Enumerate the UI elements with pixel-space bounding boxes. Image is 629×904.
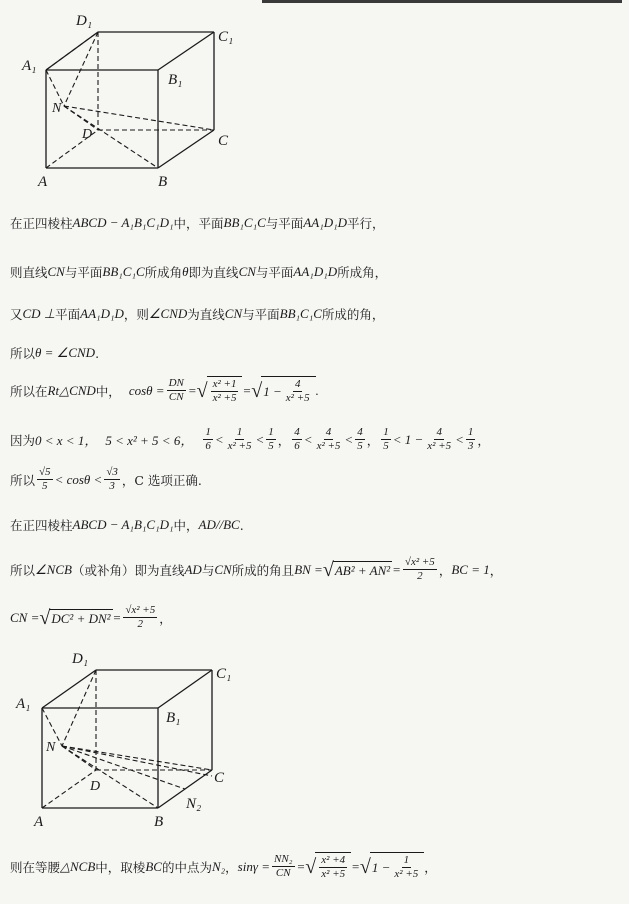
numerator: 1 <box>205 426 211 438</box>
denominator: 5 <box>357 440 363 452</box>
label-N2: N₂ <box>186 796 202 812</box>
math: < <box>303 431 313 447</box>
fraction <box>381 426 391 453</box>
label-N: N <box>52 101 62 116</box>
numerator: √3 <box>106 466 118 478</box>
text-line-7 <box>10 466 621 493</box>
math: CN <box>47 264 65 279</box>
txt: 平面 <box>55 307 81 322</box>
math: < <box>455 431 464 447</box>
label-N: N <box>46 740 56 755</box>
txt: 中，平面 <box>173 216 224 231</box>
denominator: 5 <box>383 440 389 452</box>
text-line-5 <box>10 376 621 405</box>
label-D: D <box>90 779 101 794</box>
fraction <box>392 854 420 881</box>
txt: ， <box>366 432 380 448</box>
numerator: 1 <box>467 426 474 438</box>
denominator: 6 <box>205 440 211 452</box>
txt: 中，取棱 <box>95 859 146 875</box>
txt: ， <box>424 859 437 875</box>
fraction <box>123 604 157 631</box>
txt: ， <box>277 432 291 448</box>
math: θ <box>182 264 189 279</box>
txt: 在正四棱柱 <box>10 216 73 231</box>
label-B: B <box>154 814 164 830</box>
math: CD ⊥ <box>22 306 56 321</box>
txt: 与平面 <box>64 265 103 280</box>
label-B1: B₁ <box>166 710 181 726</box>
math: ABCD − A₁B₁C₁D₁ <box>72 215 174 230</box>
txt: （或补角）即为直线 <box>71 562 185 578</box>
fraction <box>319 854 347 881</box>
text-line-10 <box>10 604 621 631</box>
txt: 所成的角， <box>321 307 385 322</box>
fraction <box>355 426 365 453</box>
label-D1: D₁ <box>72 651 89 667</box>
txt: ， <box>489 562 503 578</box>
sqrt: √ 1 − $\frac{1}{\text{x² +5}}$ <box>360 852 424 881</box>
denominator: 3 <box>467 440 474 452</box>
numerator: 4 <box>294 378 301 390</box>
txt: 所成角， <box>337 265 388 280</box>
txt: 所以 <box>10 562 36 578</box>
math: . <box>315 382 319 398</box>
math: < <box>214 431 224 447</box>
denominator: x² +5 <box>316 440 341 452</box>
fraction <box>292 426 302 453</box>
label-A: A <box>38 174 48 190</box>
label-C1: C₁ <box>216 666 232 682</box>
denominator: 5 <box>42 480 48 492</box>
txt: 所成的角且 <box>231 562 295 578</box>
math: BC = 1 <box>451 561 490 577</box>
denominator: x² +5 <box>394 868 419 880</box>
math: BB₁C₁C <box>102 264 145 279</box>
label-B1: B₁ <box>168 72 183 88</box>
math: θ = ∠CND <box>35 345 96 360</box>
numerator: 1 <box>236 426 243 438</box>
fraction <box>203 426 213 453</box>
numerator: NN₂ <box>274 853 293 865</box>
txt: 平行， <box>347 216 385 231</box>
txt: 所以 <box>10 346 36 361</box>
math: DC² + DN² <box>51 610 111 626</box>
math: < 1 − <box>392 431 424 447</box>
math: Rt△CND <box>47 382 96 398</box>
txt: 中， <box>95 383 121 399</box>
txt: 所以在 <box>10 383 48 399</box>
denominator: 6 <box>294 440 300 452</box>
fraction <box>167 377 186 404</box>
txt: ， <box>438 562 452 578</box>
top-rule <box>262 0 622 3</box>
math: CN <box>214 561 232 577</box>
prism-figure-2 <box>14 648 244 830</box>
text-line-11 <box>10 852 621 881</box>
numerator: 4 <box>357 426 363 438</box>
denominator: x² +5 <box>227 440 252 452</box>
math: ∠CND <box>148 306 188 321</box>
math: < cosθ < <box>54 471 103 487</box>
txt: 又 <box>10 307 23 322</box>
txt: 所成角 <box>144 265 183 280</box>
math: = <box>392 561 401 577</box>
math: N₂ <box>211 858 226 874</box>
fraction <box>226 426 254 453</box>
numerator: 1 <box>268 426 274 438</box>
txt: 在正四棱柱 <box>10 518 73 533</box>
txt: 因为 <box>10 432 36 448</box>
math: sinγ = <box>237 858 270 874</box>
txt: 中， <box>173 518 199 533</box>
math: AD <box>184 561 202 577</box>
denominator: x² +5 <box>212 392 237 404</box>
prism-figure-1 <box>18 8 248 190</box>
label-C: C <box>214 770 225 786</box>
txt: ， <box>159 610 172 626</box>
txt: 与平面 <box>265 216 304 231</box>
sqrt: √ $\frac{\text{x² +4}}{\text{x² +5}}$ <box>305 852 351 881</box>
text-line-8 <box>10 516 621 534</box>
numerator: √5 <box>39 466 51 478</box>
label-D1: D₁ <box>76 13 93 29</box>
math: BN = <box>294 561 323 577</box>
fraction <box>403 556 437 583</box>
numerator: 4 <box>294 426 300 438</box>
math: 0 < x < 1， <box>35 433 98 448</box>
fraction <box>37 466 53 493</box>
math: BC <box>145 858 162 874</box>
label-C: C <box>218 133 229 149</box>
denominator: x² +5 <box>285 392 310 404</box>
math: = <box>112 609 122 625</box>
txt: 为直线 <box>187 307 225 322</box>
math: < <box>344 431 354 447</box>
fraction <box>315 426 343 453</box>
label-B: B <box>158 174 168 190</box>
math: = <box>351 858 360 874</box>
numerator: 1 <box>403 854 410 866</box>
math: CN = <box>10 609 40 625</box>
txt: 则在等腰 <box>10 859 61 875</box>
fraction <box>266 426 276 453</box>
numerator: √x² +5 <box>404 556 435 568</box>
txt: ，C 选项正确. <box>121 472 202 488</box>
fraction <box>104 466 120 493</box>
text-line-6 <box>10 426 621 453</box>
math: BB₁C₁C <box>223 215 266 230</box>
txt: 所以 <box>10 472 36 488</box>
math: BB₁C₁C <box>279 306 322 321</box>
math: AB² + AN² <box>334 562 391 578</box>
numerator: 1 <box>383 426 389 438</box>
txt: 与平面 <box>255 265 294 280</box>
denominator: 3 <box>109 480 115 492</box>
txt: 与 <box>201 562 215 578</box>
denominator: 5 <box>268 440 274 452</box>
label-A1: A₁ <box>22 58 37 74</box>
math: CN <box>238 264 256 279</box>
math: AA₁D₁D <box>293 264 338 279</box>
txt: 与平面 <box>242 307 280 322</box>
numerator: 4 <box>325 426 332 438</box>
sqrt: √ $\frac{\text{x² +1}}{\text{x² +5}}$ <box>197 376 243 405</box>
denominator: 2 <box>137 618 144 630</box>
sqrt: √ AB² + AN² <box>322 558 391 581</box>
numerator: x² +1 <box>212 378 237 390</box>
sqrt: √ 1 − $\frac{4}{\text{x² +5}}$ <box>251 376 315 405</box>
denominator: CN <box>275 867 291 879</box>
txt: ， <box>225 859 238 875</box>
label-A: A <box>34 814 44 830</box>
txt: ，则 <box>123 307 149 322</box>
fraction <box>466 426 476 453</box>
math: 1 − <box>263 383 282 399</box>
math: = <box>242 382 252 398</box>
denominator: 2 <box>417 570 423 582</box>
denominator: CN <box>168 391 184 403</box>
numerator: √x² +5 <box>125 604 156 616</box>
label-D: D <box>82 127 93 142</box>
math: AA₁D₁D <box>80 306 124 321</box>
math: ABCD − A₁B₁C₁D₁ <box>72 517 174 532</box>
math: AD//BC <box>198 517 240 532</box>
denominator: x² +5 <box>321 868 346 880</box>
math: = <box>296 858 306 874</box>
numerator: x² +4 <box>321 854 346 866</box>
fraction <box>284 378 312 405</box>
text-line-1 <box>10 214 621 232</box>
math: cosθ = <box>128 382 165 398</box>
txt: . <box>239 517 244 533</box>
label-C1: C₁ <box>218 29 234 45</box>
text-line-9 <box>10 556 621 583</box>
math: △NCB <box>60 858 96 874</box>
fraction <box>425 426 453 453</box>
math: AA₁D₁D <box>303 215 348 230</box>
denominator: x² +5 <box>427 440 452 452</box>
fraction <box>211 378 239 405</box>
math: CN <box>224 306 243 321</box>
txt: ， <box>477 432 490 448</box>
sqrt: √ DC² + DN² <box>39 606 111 629</box>
fraction <box>272 853 295 880</box>
numerator: DN <box>168 377 184 389</box>
math: 1 − <box>371 859 391 875</box>
text-line-2 <box>10 263 621 281</box>
txt: 即为直线 <box>188 265 239 280</box>
label-A1: A₁ <box>16 696 31 712</box>
math: < <box>255 431 265 447</box>
txt: 则直线 <box>10 265 48 280</box>
text-line-3 <box>10 305 621 323</box>
txt: . <box>95 345 100 361</box>
txt: 的中点为 <box>161 859 212 875</box>
math: 5 < x² + 5 < 6， <box>105 433 194 448</box>
math: ∠NCB <box>35 561 72 577</box>
numerator: 4 <box>436 426 442 438</box>
math: = <box>187 382 197 398</box>
text-line-4 <box>10 344 621 362</box>
